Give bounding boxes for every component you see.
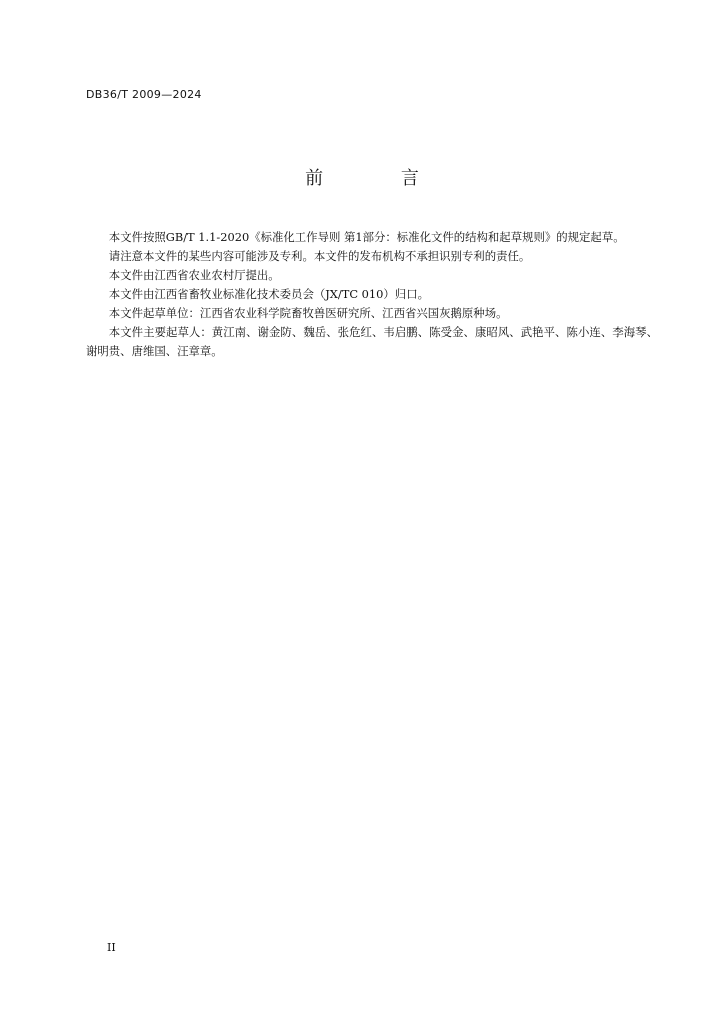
document-body xyxy=(86,228,658,361)
paragraph-drafters: 本文件主要起草人：黄江南、谢金防、魏岳、张危红、韦启鹏、陈受金、康昭风、武艳平、陈小连、李海琴、谢明贵、唐维国、汪章章。 xyxy=(86,325,658,358)
paragraph-proposer: 本文件由江西省农业农村厅提出。 xyxy=(108,268,280,282)
paragraph-drafting-rules: 本文件按照GB/T 1.1-2020《标准化工作导则 第1部分：标准化文件的结构和起草规则》的规定起草。 xyxy=(108,230,625,244)
document-code: DB36/T 2009—2024 xyxy=(86,88,202,101)
paragraph-committee: 本文件由江西省畜牧业标准化技术委员会（JX/TC 010）归口。 xyxy=(108,287,429,301)
paragraph-drafting-units: 本文件起草单位：江西省农业科学院畜牧兽医研究所、江西省兴国灰鹅原种场。 xyxy=(108,306,508,320)
page-title: 前 言 xyxy=(305,168,455,189)
paragraph-patent-notice: 请注意本文件的某些内容可能涉及专利。本文件的发布机构不承担识别专利的责任。 xyxy=(108,249,531,263)
page-number: II xyxy=(107,941,116,954)
